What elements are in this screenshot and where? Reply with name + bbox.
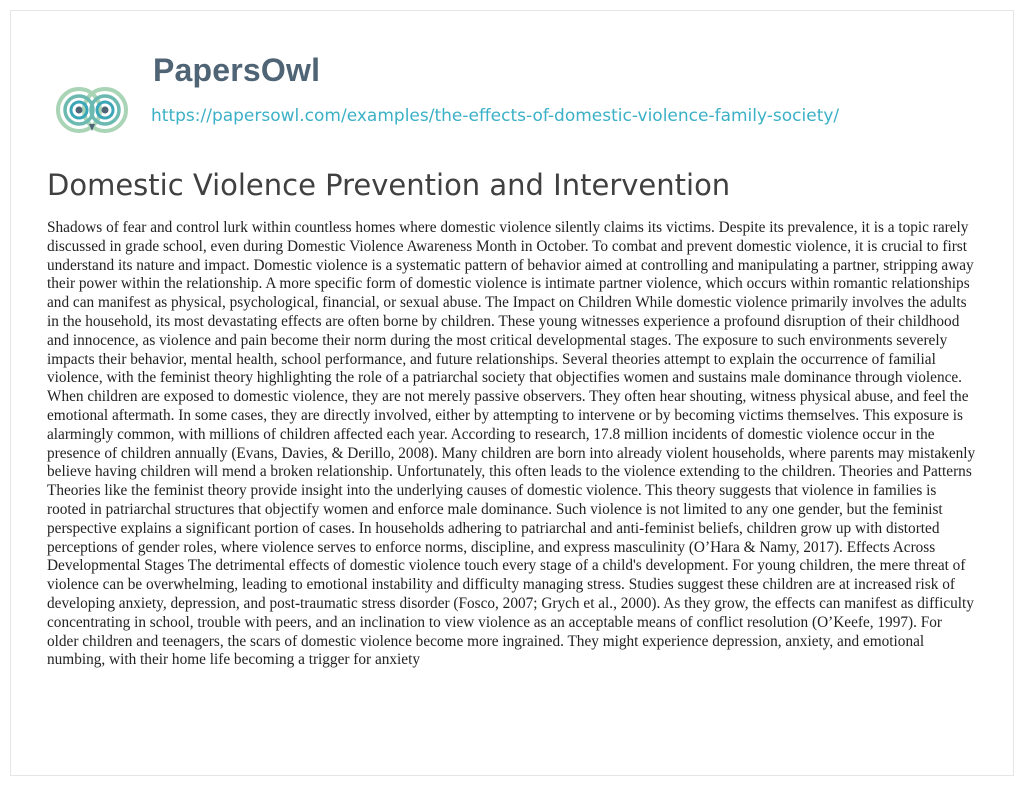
site-header [46,50,946,150]
document-title: Domestic Violence Prevention and Intervention [47,168,731,202]
source-link[interactable] [151,106,839,126]
source-link-path: papersowl.com/examples/the-effects-of-domestic-violence-family-society/ [211,106,840,126]
document-body: Shadows of fear and control lurk within countless homes where domestic violence silently claims its victims. Despite its prevalence, it is a topic rarely discussed in grade school, even during Domestic Violence Awareness Month in October. To combat and prevent domestic violence, it is crucial to first understand its nature and impact. Domestic violence is a systematic pattern of behavior aimed at controlling and manipulating a partner, stripping away their power within the relationship. A more specific form of domestic violence is intimate partner violence, which occurs within romantic relationships and can manifest as physical, psychological, financial, or sexual abuse. The Impact on Children While domestic violence primarily involves the adults in the household, its most devastating effects are often borne by children. These young witnesses experience a profound disruption of their childhood and innocence, as violence and pain become their norm during the most critical developmental stages. The exposure to such environments severely impacts their behavior, mental health, school performance, and future relationships. Several theories attempt to explain the occurrence of familial violence, with the feminist theory highlighting the role of a patriarchal society that objectifies women and sustains male dominance through violence. When children are exposed to domestic violence, they are not merely passive observers. They often hear shouting, witness physical abuse, and feel the emotional aftermath. In some cases, they are directly involved, either by attempting to intervene or by becoming victims themselves. This exposure is alarmingly common, with millions of children affected each year. According to research, 17.8 million incidents of domestic violence occur in the presence of children annually (Evans, Davies, & Derillo, 2008). Many children are born into already violent households, where parents may mistakenly believe having children will mend a broken relationship. Unfortunately, this often leads to the violence extending to the children. Theories and Patterns Theories like the feminist theory provide insight into the underlying causes of domestic violence. This theory suggests that violence in families is rooted in patriarchal structures that objectify women and enforce male dominance. Such violence is not limited to any one gender, but the feminist perspective explains a significant portion of cases. In households adhering to patriarchal and anti-feminist beliefs, children grow up with distorted perceptions of gender roles, where violence serves to enforce norms, discipline, and express masculinity (O’Hara & Namy, 2017). Effects Across Developmental Stages The detrimental effects of domestic violence touch every stage of a child's development. For young children, the mere threat of violence can be overwhelming, leading to emotional instability and difficulty managing stress. Studies suggest these children are at increased risk of developing anxiety, depression, and post-traumatic stress disorder (Fosco, 2007; Grych et al., 2000). As they grow, the effects can manifest as difficulty concentrating in school, trouble with peers, and an inclination to view violence as an acceptable means of conflict resolution (O’Keefe, 1997). For older children and teenagers, the scars of domestic violence become more ingrained. They might experience depression, anxiety, and emotional numbing, with their home life becoming a trigger for anxiety [47,219,976,669]
brand-name: PapersOwl [153,52,321,88]
owl-eyes-icon [46,60,138,152]
source-link-prefix: https:// [151,106,212,126]
